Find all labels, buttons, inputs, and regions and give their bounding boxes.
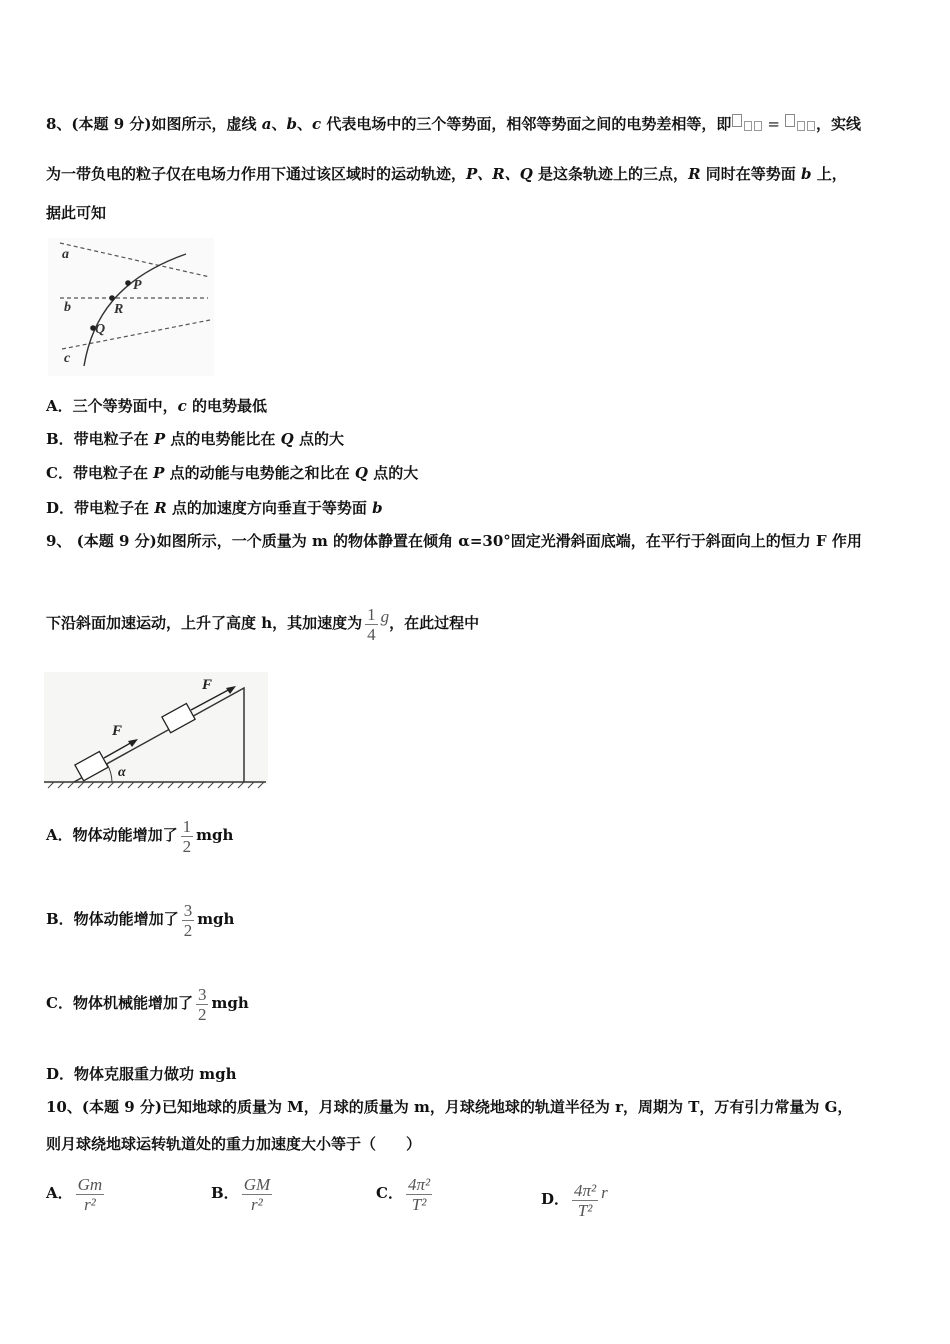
q8-option-a[interactable]: A．三个等势面中，c 的电势最低 (46, 397, 268, 415)
fraction-one-half: $\frac{1}{2}$ (182, 816, 192, 856)
q8-stem-line2: 为一带负电的粒子仅在电场力作用下通过该区域时的运动轨迹，P、R、Q 是这条轨迹上的三点，R 同时在等势面 b 上， (46, 165, 847, 183)
q9-stem-line2: 下沿斜面加速运动，上升了高度 h，其加速度为 $\frac{1}{4}$ g，在此过程中 (46, 604, 480, 644)
label-c: c (64, 351, 71, 366)
missing-glyph-box (784, 115, 816, 133)
q8-option-c[interactable]: C．带电粒子在 P 点的动能与电势能之和比在 Q 点的大 (46, 464, 419, 482)
q8-option-d[interactable]: D．带电粒子在 R 点的加速度方向垂直于等势面 b (46, 499, 383, 517)
label-a: a (62, 247, 69, 262)
q8-option-b[interactable]: B．带电粒子在 P 点的电势能比在 Q 点的大 (46, 430, 344, 448)
fraction-GM-over-r2: $\frac{GM}{\text{r²}}$ (243, 1174, 271, 1214)
var-a: a (261, 115, 272, 133)
q10-option-b[interactable]: B． $\frac{GM}{\text{r²}}$ (211, 1174, 271, 1214)
label-P: P (133, 278, 142, 293)
q10-option-c[interactable]: C． $\frac{\text{4π²}}{\text{T²}}$ (376, 1174, 431, 1214)
var-b: b (286, 115, 297, 133)
fraction-three-halves: $\frac{3}{2}$ (183, 900, 193, 940)
q10-option-a[interactable]: A． $\frac{Gm}{\text{r²}}$ (46, 1174, 103, 1214)
missing-glyph-box (731, 115, 763, 133)
label-Q: Q (95, 322, 106, 337)
q9-option-b[interactable]: B．物体动能增加了 $\frac{3}{2}$ mgh (46, 900, 235, 940)
label-F-upper: F (202, 677, 213, 693)
fraction-three-halves: $\frac{3}{2}$ (197, 984, 207, 1024)
q8-stem-line3: 据此可知 (46, 204, 107, 222)
fraction-Gm-over-r2: $\frac{Gm}{\text{r²}}$ (77, 1174, 103, 1214)
q10-stem-line1: 10、(本题 9 分)已知地球的质量为 M，月球的质量为 m，月球绕地球的轨道半径为 r，周期为 T，万有引力常量为 G， (46, 1098, 853, 1116)
var-c: c (312, 115, 322, 133)
fraction-4pi2-over-T2: $\frac{\text{4π²}}{\text{T²}}$ (574, 1180, 597, 1220)
q8-stem-line1: 8、(本题 9 分)如图所示，虚线 a、b、c 代表电场中的三个等势面，相邻等势面之间的电势差相等，即 = ，实线 (46, 115, 861, 133)
q9-incline-figure (44, 672, 268, 794)
acceleration-fraction: $\frac{1}{4}$ (367, 604, 376, 644)
fraction-4pi2-over-T2: $\frac{\text{4π²}}{\text{T²}}$ (407, 1174, 431, 1214)
q10-stem-line2: 则月球绕地球运转轨道处的重力加速度大小等于（ ） (46, 1135, 422, 1153)
point-P (125, 280, 131, 286)
q9-option-c[interactable]: C．物体机械能增加了 $\frac{3}{2}$ mgh (46, 984, 249, 1024)
label-R: R (114, 302, 124, 317)
point-R (109, 295, 115, 301)
q8-equipotential-figure (48, 238, 214, 376)
label-F-lower: F (112, 723, 123, 739)
q9-stem-line1: 9、 (本题 9 分)如图所示，一个质量为 m 的物体静置在倾角 α=30°固定光滑斜面底端，在平行于斜面向上的恒力 F 作用 (46, 532, 862, 550)
q9-option-a[interactable]: A．物体动能增加了 $\frac{1}{2}$ mgh (46, 816, 234, 856)
q9-option-d[interactable]: D．物体克服重力做功 mgh (46, 1065, 237, 1083)
label-b: b (64, 300, 71, 315)
q10-option-d[interactable]: D． $\frac{\text{4π²}}{\text{T²}}$ r (541, 1180, 608, 1220)
label-alpha: α (118, 765, 126, 780)
